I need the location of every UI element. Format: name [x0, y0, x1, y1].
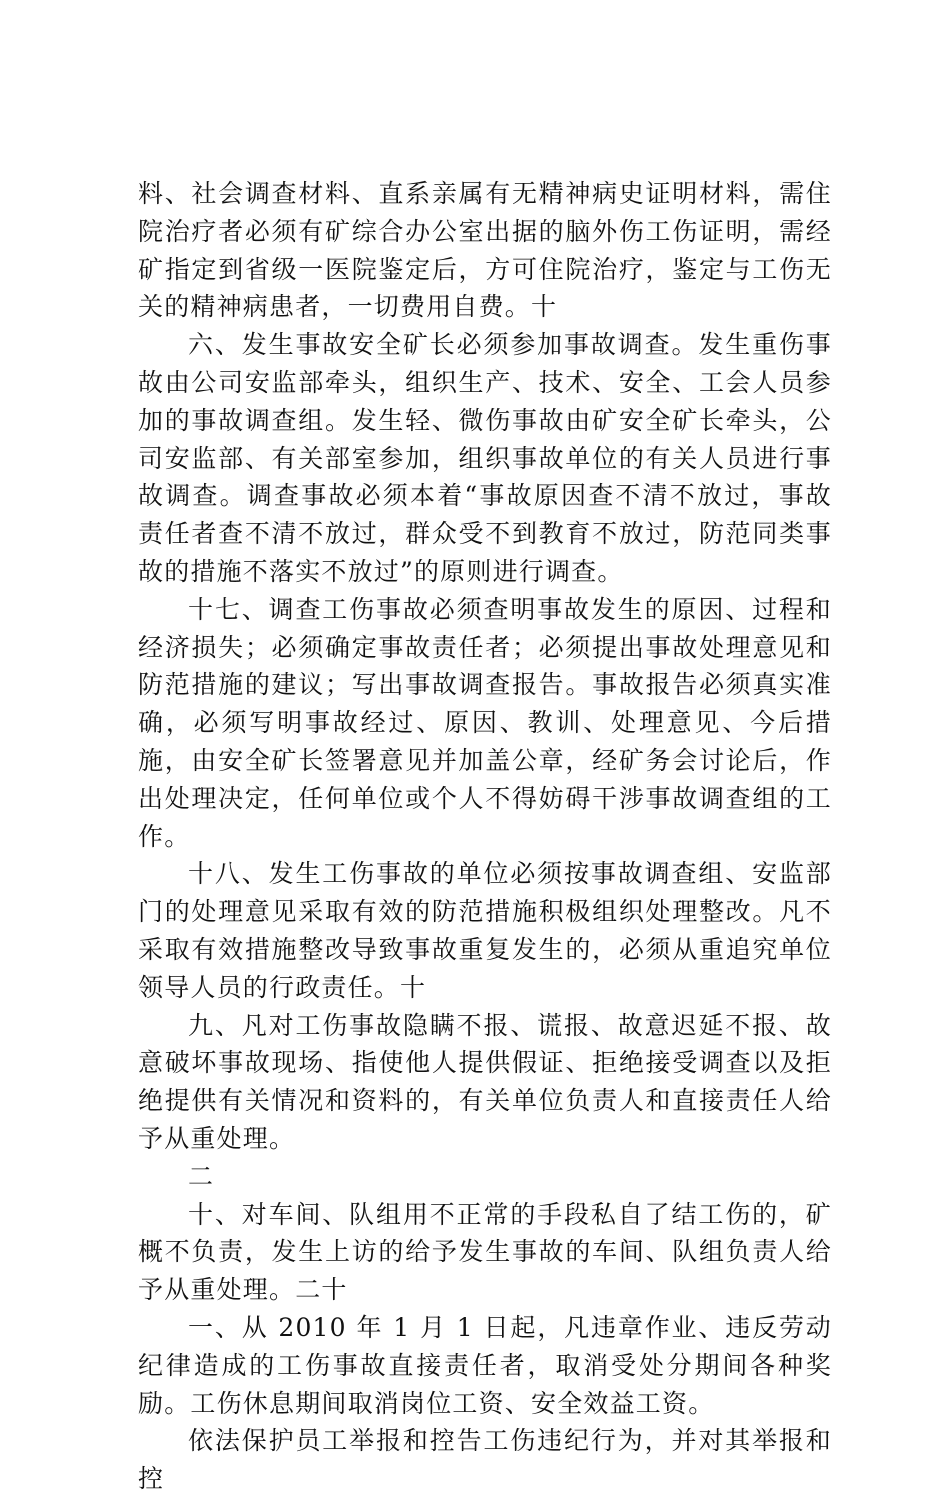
paragraph-3: 十七、调查工伤事故必须查明事故发生的原因、过程和经济损失；必须确定事故责任者；必须提出事故处理意见和防范措施的建议；写出事故调查报告。事故报告必须真实准确，必须写明事故经过、原因、教训、处理意见、今后措施，由安全矿长签署意见并加盖公章，经矿务会讨论后，作出处理决定，任何单位或个人不得妨碍干涉事故调查组的工作。: [138, 594, 832, 851]
paragraph-4: 十八、发生工伤事故的单位必须按事故调查组、安监部门的处理意见采取有效的防范措施积极组织处理整改。凡不采取有效措施整改导致事故重复发生的，必须从重追究单位领导人员的行政责任。十: [138, 859, 832, 1002]
paragraph-5: 九、凡对工伤事故隐瞒不报、谎报、故意迟延不报、故意破坏事故现场、指使他人提供假证、拒绝接受调查以及拒绝提供有关情况和资料的，有关单位负责人和直接责任人给予从重处理。: [138, 1010, 832, 1153]
document-page: [138, 175, 832, 1498]
paragraph-7: 十、对车间、队组用不正常的手段私自了结工伤的，矿概不负责，发生上访的给予发生事故的车间、队组负责人给予从重处理。二十: [138, 1199, 832, 1305]
paragraph-1: 料、社会调查材料、直系亲属有无精神病史证明材料，需住院治疗者必须有矿综合办公室出据的脑外伤工伤证明，需经矿指定到省级一医院鉴定后，方可住院治疗，鉴定与工伤无关的精神病患者，一切费用自费。十: [138, 179, 832, 322]
paragraph-2: 六、发生事故安全矿长必须参加事故调查。发生重伤事故由公司安监部牵头，组织生产、技术、安全、工会人员参加的事故调查组。发生轻、微伤事故由矿安全矿长牵头，公司安监部、有关部室参加，组织事故单位的有关人员进行事故调查。调查事故必须本着“事故原因查不清不放过，事故责任者查不清不放过，群众受不到教育不放过，防范同类事故的措施不落实不放过”的原则进行调查。: [138, 330, 832, 586]
paragraph-6: 二: [188, 1161, 215, 1191]
paragraph-9: 依法保护员工举报和控告工伤违纪行为，并对其举报和控: [138, 1426, 832, 1494]
paragraph-8: 一、从 2010 年 1 月 1 日起，凡违章作业、违反劳动纪律造成的工伤事故直接责任者，取消受处分期间各种奖励。工伤休息期间取消岗位工资、安全效益工资。: [138, 1312, 832, 1418]
